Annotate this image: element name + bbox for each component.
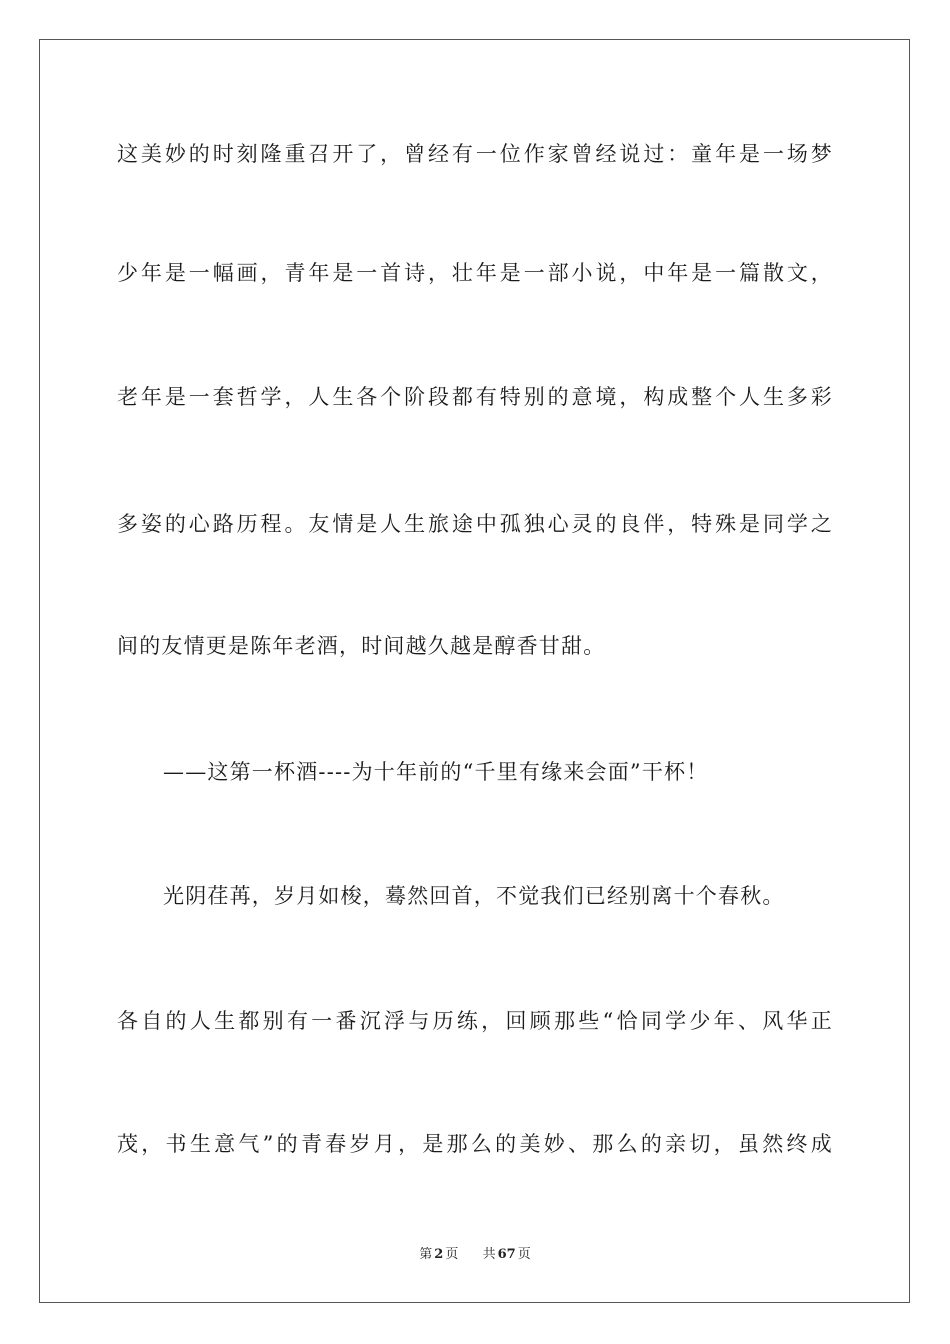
page-suffix: 页 [445,1247,459,1262]
total-pages: 67 [497,1247,516,1262]
page-border [39,39,910,1303]
body-line-9: 茂，书生意气”的青春岁月，是那么的美妙、那么的亲切，虽然终成 [117,1132,833,1156]
page-number: 2 [434,1247,444,1262]
page-footer [0,1245,950,1265]
total-prefix: 共 [482,1247,496,1262]
total-suffix: 页 [517,1247,531,1262]
toast-line: ——这第一杯酒----为十年前的“千里有缘来会面”干杯！ [163,760,709,784]
body-line-2: 少年是一幅画，青年是一首诗，壮年是一部小说，中年是一篇散文， [117,261,833,285]
body-line-5: 间的友情更是陈年老酒，时间越久越是醇香甘甜。 [117,634,606,658]
body-line-4: 多姿的心路历程。友情是人生旅途中孤独心灵的良伴，特殊是同学之 [117,512,833,536]
body-line-3: 老年是一套哲学，人生各个阶段都有特别的意境，构成整个人生多彩 [117,385,833,409]
paragraph-start-line: 光阴荏苒，岁月如梭，蓦然回首，不觉我们已经别离十个春秋。 [163,884,785,908]
page-prefix: 第 [419,1247,433,1262]
body-line-1: 这美妙的时刻隆重召开了，曾经有一位作家曾经说过：童年是一场梦 [117,142,833,166]
body-line-8: 各自的人生都别有一番沉浮与历练，回顾那些“恰同学少年、风华正 [117,1009,833,1033]
